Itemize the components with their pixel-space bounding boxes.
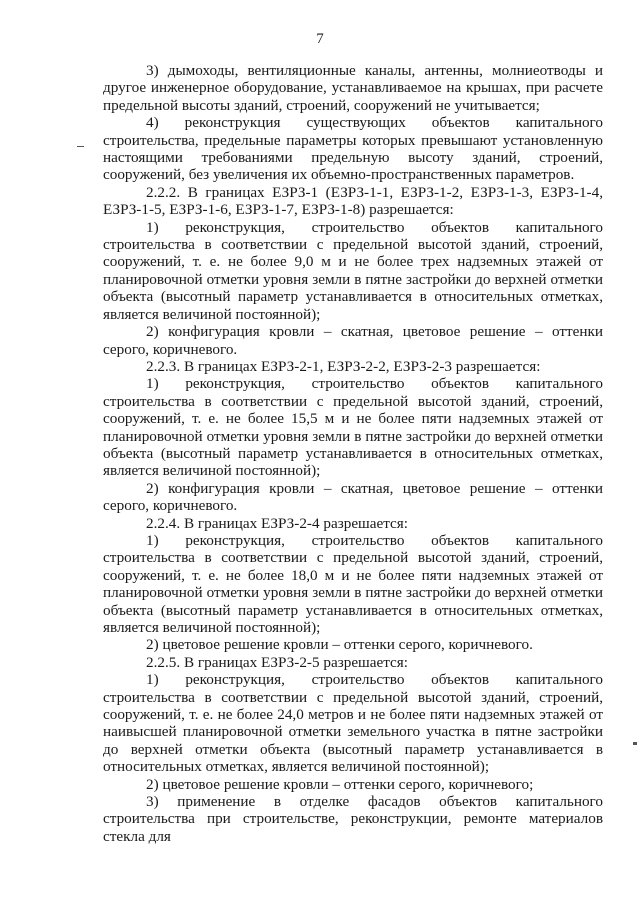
paragraph-section-2-2-2: 2.2.2. В границах ЕЗРЗ-1 (ЕЗРЗ-1-1, ЕЗРЗ-1-2, ЕЗРЗ-1-3, ЕЗРЗ-1-4, ЕЗРЗ-1-5, ЕЗРЗ-1-6, ЕЗРЗ-1-7, ЕЗРЗ-1-8) разрешается:	[103, 183, 603, 219]
paragraph-2-2-2-item-1: 1) реконструкция, строительство объектов капитального строительства в соответствии с предельной высотой зданий, строений, сооружений, т. е. не более 9,0 м и не более трех надземных этажей от планировочной отметки уровня земли в пятне застройки до верхней отметки объекта (высотный параметр устанавливается в относительных отметках, является величиной постоянной);	[103, 218, 603, 323]
page-number: 7	[316, 31, 324, 47]
paragraph-2-2-5-item-3: 3) применение в отделке фасадов объектов капитального строительства при строительстве, реконструкции, ремонте материалов стекла для	[103, 793, 603, 845]
paragraph-2-2-4-item-2: 2) цветовое решение кровли – оттенки серого, коричневого.	[146, 636, 533, 654]
paragraph-2-2-2-item-2: 2) конфигурация кровли – скатная, цветовое решение – оттенки серого, коричневого.	[103, 323, 603, 358]
document-body	[103, 62, 603, 845]
margin-scan-mark	[633, 742, 637, 745]
paragraph-2-2-4-item-1: 1) реконструкция, строительство объектов капитального строительства в соответствии с предельной высотой зданий, строений, сооружений, т. е. не более 18,0 м и не более пяти надземных этажей от планировочной отметки уровня земли в пятне застройки до верхней отметки объекта (высотный параметр устанавливается в относительных отметках, является величиной постоянной);	[103, 531, 603, 636]
paragraph-2-2-5-item-2: 2) цветовое решение кровли – оттенки серого, коричневого;	[146, 775, 534, 793]
margin-pen-mark	[77, 146, 84, 147]
paragraph-2-2-3-item-2: 2) конфигурация кровли – скатная, цветовое решение – оттенки серого, коричневого.	[103, 479, 603, 515]
paragraph-section-2-2-5: 2.2.5. В границах ЕЗРЗ-2-5 разрешается:	[146, 653, 408, 671]
paragraph-item-4-reconstruction: 4) реконструкция существующих объектов капитального строительства, предельные параметры которых превышают установленную настоящими требованиями предельную высоту зданий, строений, сооружений, без увеличения их объемно-пространственных параметров.	[103, 114, 603, 184]
paragraph-section-2-2-3: 2.2.3. В границах ЕЗРЗ-2-1, ЕЗРЗ-2-2, ЕЗРЗ-2-3 разрешается:	[146, 357, 541, 375]
paragraph-2-2-3-item-1: 1) реконструкция, строительство объектов капитального строительства в соответствии с предельной высотой зданий, строений, сооружений, т. е. не более 15,5 м и не более пяти надземных этажей от планировочной отметки уровня земли в пятне застройки до верхней отметки объекта (высотный параметр устанавливается в относительных отметках, является величиной постоянной);	[103, 375, 603, 480]
paragraph-item-3-chimneys: 3) дымоходы, вентиляционные каналы, антенны, молниеотводы и другое инженерное оборудование, устанавливаемое на крышах, при расчете предельной высоты зданий, строений, сооружений не учитывается;	[103, 62, 603, 114]
paragraph-2-2-5-item-1: 1) реконструкция, строительство объектов капитального строительства в соответствии с предельной высотой зданий, строений, сооружений, т. е. не более 24,0 метров и не более пяти надземных этажей от наивысшей планировочной отметки земельного участка в пятне застройки до верхней отметки объекта (высотный параметр устанавливается в относительных отметках, является величиной постоянной);	[103, 671, 603, 776]
paragraph-section-2-2-4: 2.2.4. В границах ЕЗРЗ-2-4 разрешается:	[146, 514, 408, 532]
